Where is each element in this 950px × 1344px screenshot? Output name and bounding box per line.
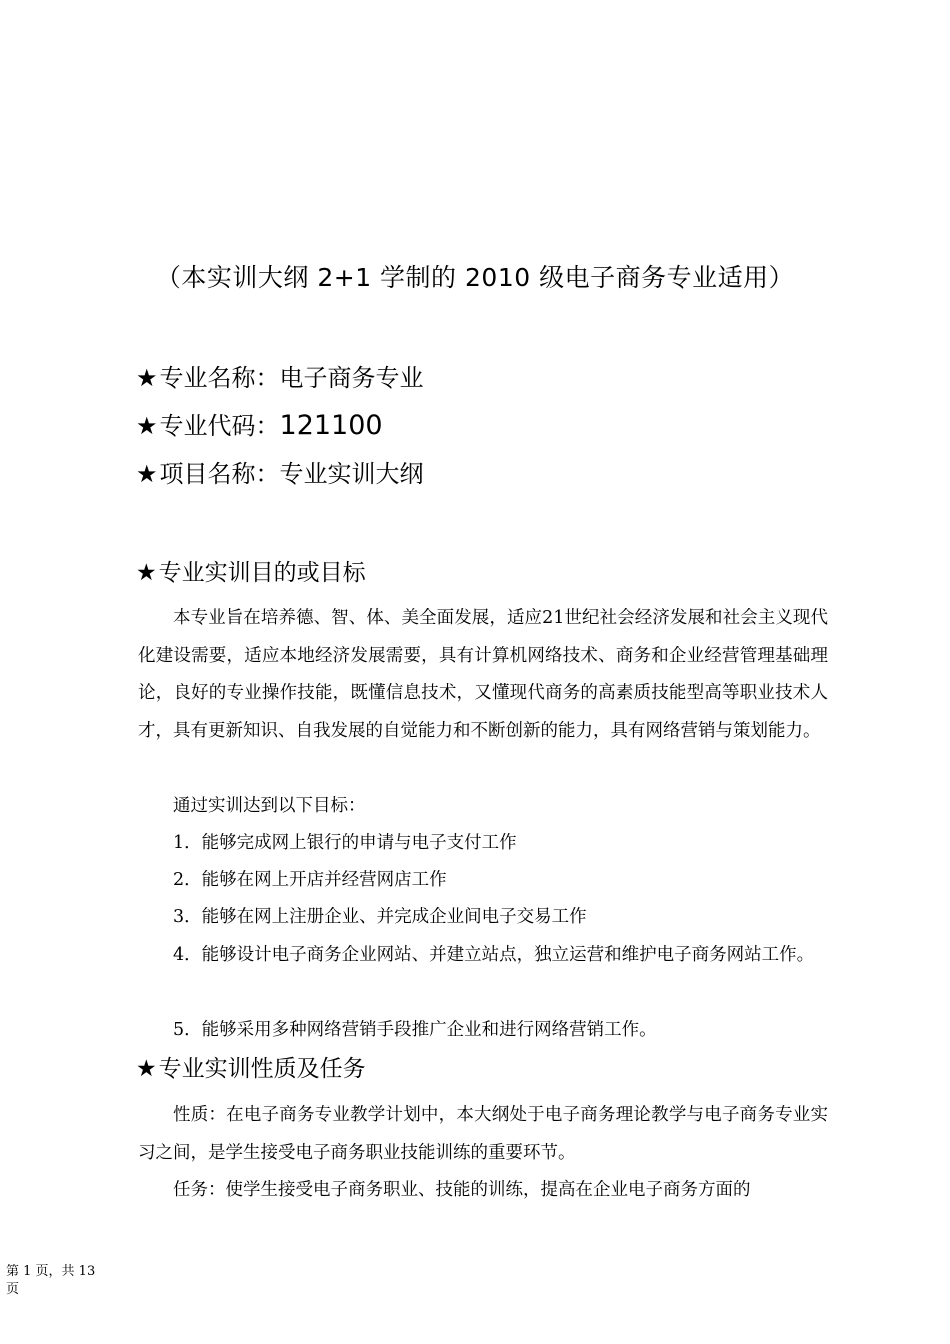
project-name-label: 项目名称： [159, 460, 280, 488]
star-icon: ★ [136, 412, 158, 440]
goal-item: 1．能够完成网上银行的申请与电子支付工作 [173, 833, 517, 853]
section-heading-nature-text: 专业实训性质及任务 [158, 1056, 366, 1082]
page-number-footer: 第 1 页，共 13 页 [6, 1264, 96, 1297]
goal-item: 4．能够设计电子商务企业网站、并建立站点，独立运营和维护电子商务网站工作。 [173, 945, 815, 965]
goal-item: 5．能够采用多种网络营销手段推广企业和进行网络营销工作。 [173, 1020, 657, 1040]
major-code-value: 121100 [279, 410, 383, 441]
goal-item: 3．能够在网上注册企业、并完成企业间电子交易工作 [173, 907, 587, 927]
project-name-line [136, 459, 424, 489]
major-code-label: 专业代码： [159, 412, 280, 440]
section-heading-goals [136, 558, 366, 588]
project-name-value: 专业实训大纲 [279, 460, 424, 488]
star-icon: ★ [136, 460, 158, 488]
star-icon: ★ [136, 1056, 157, 1082]
goals-paragraph: 本专业旨在培养德、智、体、美全面发展，适应21世纪社会经济发展和社会主义现代化建设需要，适应本地经济发展需要，具有计算机网络技术、商务和企业经营管理基础理论，良好的专业操作技能，既懂信息技术，又懂现代商务的高素质技能型高等职业技术人才，具有更新知识、自我发展的自觉能力和不断创新的能力，具有网络营销与策划能力。 [138, 608, 828, 741]
major-name-value: 电子商务专业 [279, 364, 424, 392]
star-icon: ★ [136, 364, 158, 392]
goals-intro: 通过实训达到以下目标： [173, 796, 366, 816]
major-name-label: 专业名称： [159, 364, 280, 392]
major-code-line [136, 411, 383, 441]
task-paragraph: 任务：使学生接受电子商务职业、技能的训练，提高在企业电子商务方面的 [173, 1180, 751, 1200]
star-icon: ★ [136, 560, 157, 586]
major-name-line [136, 363, 424, 393]
section-heading-nature [136, 1054, 366, 1084]
nature-paragraph: 性质：在电子商务专业教学计划中，本大纲处于电子商务理论教学与电子商务专业实习之间，是学生接受电子商务职业技能训练的重要环节。 [138, 1105, 828, 1163]
section-heading-goals-text: 专业实训目的或目标 [158, 560, 366, 586]
document-subtitle: （本实训大纲 2+1 学制的 2010 级电子商务专业适用） [155, 263, 795, 292]
goal-item: 2．能够在网上开店并经营网店工作 [173, 870, 447, 890]
